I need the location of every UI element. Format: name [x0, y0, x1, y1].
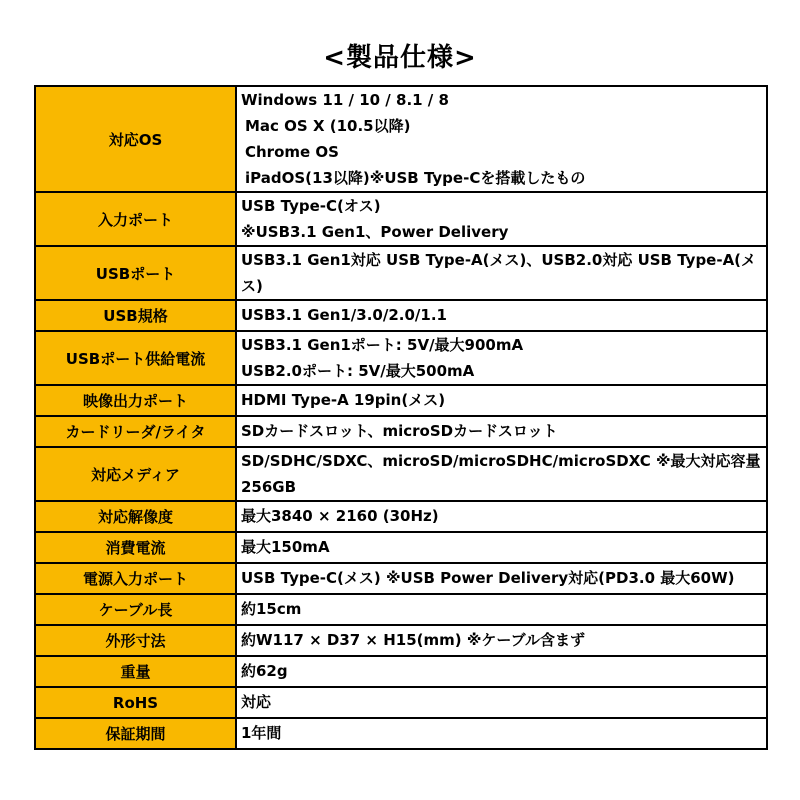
row-value [236, 86, 767, 192]
row-value [236, 718, 767, 749]
table-row [35, 563, 767, 594]
value-text: 約W117 × D37 × H15(mm) ※ケーブル含まず [241, 631, 586, 649]
row-value [236, 501, 767, 532]
value-text: SD/SDHC/SDXC、microSD/microSDHC/microSDXC ※最大対応容量256GB [241, 452, 761, 496]
value-text: 最大150mA [241, 538, 330, 556]
row-key: 消費電流 [35, 532, 236, 563]
row-value [236, 192, 767, 246]
table-row [35, 246, 767, 300]
value-line: ※USB3.1 Gen1、Power Delivery [241, 223, 509, 241]
row-key: USB規格 [35, 300, 236, 331]
page-title: <製品仕様> [323, 43, 477, 73]
value-text: USB3.1 Gen1/3.0/2.0/1.1 [241, 306, 447, 324]
value-text: HDMI Type-A 19pin(メス) [241, 391, 446, 409]
row-value [236, 563, 767, 594]
value-line: USB Type-C(オス) [241, 197, 381, 215]
row-key: 外形寸法 [35, 625, 236, 656]
table-row [35, 86, 767, 192]
value-text: 対応 [241, 693, 272, 711]
row-value [236, 300, 767, 331]
row-value [236, 532, 767, 563]
value-line: Windows 11 / 10 / 8.1 / 8 [241, 91, 449, 109]
value-text: USB3.1 Gen1対応 USB Type-A(メス)、USB2.0対応 USB Type-A(メス) [241, 251, 757, 295]
row-value [236, 331, 767, 385]
table-row [35, 447, 767, 501]
table-row [35, 718, 767, 749]
value-line: USB2.0ポート: 5V/最大500mA [241, 362, 475, 380]
row-key: 対応OS [35, 86, 236, 192]
row-key: 保証期間 [35, 718, 236, 749]
value-text: 最大3840 × 2160 (30Hz) [241, 507, 439, 525]
table-row [35, 416, 767, 447]
row-key: 映像出力ポート [35, 385, 236, 416]
table-row [35, 300, 767, 331]
value-line: Chrome OS [245, 143, 339, 161]
table-row [35, 192, 767, 246]
row-value [236, 447, 767, 501]
row-value [236, 385, 767, 416]
row-value [236, 594, 767, 625]
row-key: 対応解像度 [35, 501, 236, 532]
value-text: SDカードスロット、microSDカードスロット [241, 422, 558, 440]
row-key: 重量 [35, 656, 236, 687]
value-text: 1年間 [241, 724, 282, 742]
value-text: USB Type-C(メス) ※USB Power Delivery対応(PD3.0 最大60W) [241, 569, 735, 587]
row-value [236, 246, 767, 300]
table-row [35, 331, 767, 385]
row-key: 対応メディア [35, 447, 236, 501]
row-value [236, 687, 767, 718]
row-key: USBポート供給電流 [35, 331, 236, 385]
table-row [35, 656, 767, 687]
row-key: RoHS [35, 687, 236, 718]
spec-table [34, 85, 768, 750]
value-line: iPadOS(13以降)※USB Type-Cを搭載したもの [245, 169, 586, 187]
row-key: ケーブル長 [35, 594, 236, 625]
row-key: 電源入力ポート [35, 563, 236, 594]
row-key: USBポート [35, 246, 236, 300]
row-key: 入力ポート [35, 192, 236, 246]
row-key: カードリーダ/ライタ [35, 416, 236, 447]
table-row [35, 532, 767, 563]
table-row [35, 501, 767, 532]
table-row [35, 625, 767, 656]
table-row [35, 687, 767, 718]
row-value [236, 625, 767, 656]
value-text: 約15cm [241, 600, 302, 618]
value-line: Mac OS X (10.5以降) [245, 117, 411, 135]
table-row [35, 594, 767, 625]
row-value [236, 656, 767, 687]
table-row [35, 385, 767, 416]
value-text: 約62g [241, 662, 288, 680]
row-value [236, 416, 767, 447]
value-line: USB3.1 Gen1ポート: 5V/最大900mA [241, 336, 524, 354]
